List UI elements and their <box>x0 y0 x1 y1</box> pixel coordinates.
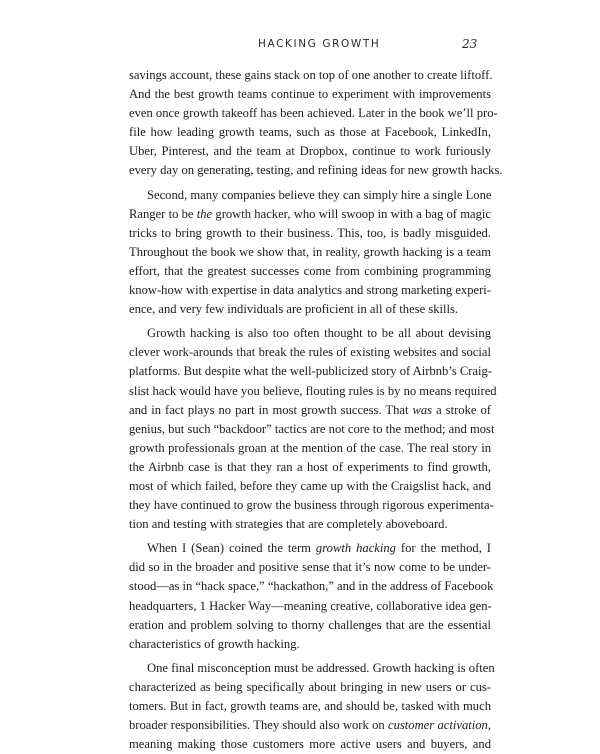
text-line <box>129 401 491 420</box>
text-line <box>129 142 491 161</box>
text-segment: When I (Sean) coined the term <box>147 541 316 556</box>
text-line <box>129 515 491 534</box>
text-segment: stood—as in “hack space,” “hackathon,” and in the address of Facebook <box>129 579 494 594</box>
running-header <box>0 38 600 54</box>
text-line <box>129 343 491 362</box>
text-line <box>129 262 491 281</box>
text-segment: for the method, I <box>395 541 491 556</box>
text-line <box>129 597 491 616</box>
text-segment: they have continued to grow the business through rigorous experimenta- <box>129 498 494 513</box>
text-segment: tion and testing with strategies that are completely aboveboard. <box>129 517 448 532</box>
text-line <box>129 539 491 558</box>
text-line <box>129 85 491 104</box>
text-segment: characterized as being specifically about bringing in new users or cus- <box>129 679 491 694</box>
text-segment: eration and problem solving to thorny challenges that are the essential <box>129 617 491 632</box>
text-segment: meaning making those customers more active users and buyers, and <box>129 737 491 752</box>
text-segment: Growth hacking is also too often thought to be all about devising <box>147 326 491 341</box>
text-line <box>129 123 491 142</box>
text-line <box>129 477 491 496</box>
text-line <box>129 362 491 381</box>
body-text <box>129 66 503 754</box>
text-line <box>129 458 491 477</box>
page-number: 23 <box>462 37 478 51</box>
text-segment: and in fact plays no part in most growth success. That <box>129 402 413 417</box>
text-line <box>129 66 491 85</box>
text-line <box>129 186 491 205</box>
text-line <box>129 281 491 300</box>
text-segment: even once growth takeoff has been achieved. Later in the book we’ll pro- <box>129 106 498 121</box>
text-segment: growth professionals groan at the mention of the case. The real story in <box>129 440 491 455</box>
text-line <box>129 735 491 754</box>
italic-text: customer activation, <box>388 718 491 733</box>
text-line <box>129 616 491 635</box>
text-segment: know-how with expertise in data analytics and strong marketing experi- <box>129 283 491 298</box>
text-line <box>129 558 491 577</box>
text-segment: tricks to bring growth to their business. This, too, is badly misguided. <box>129 225 491 240</box>
running-title: HACKING GROWTH <box>258 38 381 50</box>
text-segment: headquarters, 1 Hacker Way—meaning creative, collaborative idea gen- <box>129 598 492 613</box>
text-segment: platforms. But despite what the well-publicized story of Airbnb’s Craig- <box>129 364 493 379</box>
text-segment: effort, that the greatest successes come from combining programming <box>129 263 491 278</box>
text-line <box>129 659 495 678</box>
text-segment: growth hacker, who will swoop in with a bag of magic <box>212 206 492 221</box>
text-line <box>129 635 491 654</box>
text-segment: a stroke of <box>432 402 491 417</box>
text-line <box>129 439 491 458</box>
text-segment: every day on generating, testing, and refining ideas for new growth hacks. <box>129 163 503 178</box>
text-line <box>129 678 491 697</box>
text-segment: tomers. But in fact, growth teams are, and should be, tasked with much <box>129 699 491 713</box>
text-segment: broader responsibilities. They should also work on <box>129 718 388 733</box>
text-segment: And the best growth teams continue to experiment with improvements <box>129 87 491 102</box>
text-segment: slist hack would have you believe, flouting rules is by no means required <box>129 383 497 398</box>
text-line <box>129 205 491 224</box>
text-line <box>129 224 491 243</box>
italic-text: growth hacking <box>315 541 396 556</box>
text-segment: file how leading growth teams, such as those at Facebook, LinkedIn, <box>129 125 491 140</box>
text-segment: savings account, these gains stack on top of one another to create liftoff. <box>129 68 493 82</box>
italic-text: was <box>412 402 433 417</box>
text-line <box>129 382 497 401</box>
text-segment: ence, and very few individuals are proficient in all of these skills. <box>129 302 459 317</box>
text-segment: the Airbnb case is that they ran a host of experiments to find growth, <box>129 459 491 474</box>
italic-text: the <box>196 206 213 221</box>
text-segment: Throughout the book we show that, in reality, growth hacking is a team <box>129 244 491 259</box>
text-segment: Ranger to be <box>129 206 197 221</box>
text-line <box>129 496 494 515</box>
text-line <box>129 243 491 262</box>
text-segment: most of which failed, before they came up with the Craigslist hack, and <box>129 478 491 493</box>
text-segment: clever work-arounds that break the rules of existing websites and social <box>129 345 491 360</box>
text-line <box>129 716 491 735</box>
text-segment: Uber, Pinterest, and the team at Dropbox, continue to work furiously <box>129 144 491 159</box>
text-segment: genius, but such “backdoor” tactics are not core to the method; and most <box>129 421 495 436</box>
text-segment: did so in the broader and positive sense that it’s now come to be under- <box>129 560 491 575</box>
text-line <box>129 324 491 343</box>
text-segment: characteristics of growth hacking. <box>129 636 300 651</box>
text-line <box>129 577 494 596</box>
text-line <box>129 420 495 439</box>
text-segment: One final misconception must be addressed. Growth hacking is often <box>147 660 495 675</box>
text-line <box>129 697 491 716</box>
text-line <box>129 300 491 319</box>
text-line <box>129 104 498 123</box>
text-segment: Second, many companies believe they can simply hire a single Lone <box>147 187 492 202</box>
text-line <box>129 161 503 180</box>
